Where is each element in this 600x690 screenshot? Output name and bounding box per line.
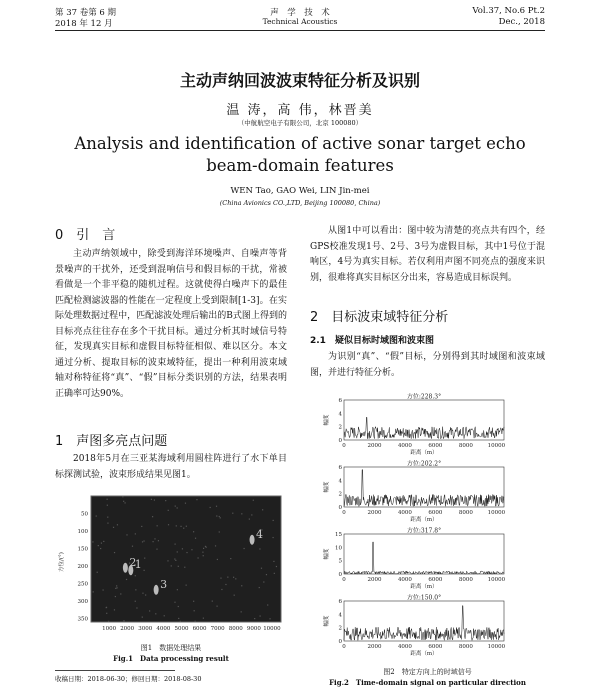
fig1-noise-speck bbox=[177, 507, 178, 508]
affiliation-cn: （中航航空电子有限公司，北京 100080） bbox=[237, 119, 363, 127]
fig1-ylabel: 方位/(°) bbox=[59, 552, 65, 572]
fig2-xtick: 6000 bbox=[428, 443, 443, 449]
fig2-xtick: 2000 bbox=[367, 644, 382, 650]
fig1-noise-speck bbox=[186, 552, 187, 553]
figure-1 bbox=[55, 490, 287, 640]
fig2-ytick: 4 bbox=[338, 612, 342, 619]
fig1-noise-speck bbox=[272, 537, 273, 538]
fig1-caption-en: Fig.1 Data processing result bbox=[113, 654, 229, 663]
fig2-ytick: 15 bbox=[335, 532, 342, 538]
fig1-noise-speck bbox=[196, 499, 197, 500]
fig1-noise-speck bbox=[96, 515, 97, 516]
fig2-xtick: 2000 bbox=[367, 443, 382, 449]
fig1-xtick: 3000 bbox=[138, 626, 153, 632]
fig1-ytick: 250 bbox=[77, 581, 88, 588]
fig1-noise-speck bbox=[151, 499, 152, 500]
fig2-ytick: 2 bbox=[338, 424, 342, 431]
fig1-caption-cn: 图1 数据处理结果 bbox=[140, 644, 202, 652]
fig2-xtick: 4000 bbox=[397, 443, 412, 449]
fig1-noise-speck bbox=[178, 566, 179, 567]
title-en-line2: beam-domain features bbox=[206, 156, 394, 175]
fig1-noise-speck bbox=[243, 548, 244, 549]
fig1-noise-speck bbox=[193, 531, 194, 532]
fig2-xtick: 8000 bbox=[458, 644, 473, 650]
fig1-noise-speck bbox=[135, 589, 136, 590]
fig1-noise-speck bbox=[122, 496, 123, 497]
fig1-noise-speck bbox=[215, 545, 216, 546]
fig1-xtick: 2000 bbox=[120, 626, 135, 632]
header-issue: Vol.37, No.6 Pt.2 bbox=[472, 6, 545, 16]
fig1-noise-speck bbox=[221, 589, 222, 590]
fig2-panel bbox=[322, 393, 506, 457]
fig2-panel-title: 方位:317.8° bbox=[406, 527, 442, 535]
fig1-noise-speck bbox=[251, 514, 252, 515]
fig1-noise-speck bbox=[193, 601, 194, 602]
fig1-xtick: 4000 bbox=[156, 626, 171, 632]
fig1-noise-speck bbox=[267, 604, 268, 605]
fig1-noise-speck bbox=[116, 585, 117, 586]
fig1-point-label: 3 bbox=[160, 577, 168, 591]
fig1-ytick: 100 bbox=[77, 529, 88, 535]
fig1-noise-speck bbox=[195, 538, 196, 539]
section-2-1-paragraph: 为识别“真”、“假”目标，分别得到其时域图和波束域图，并进行特征分析。 bbox=[310, 352, 545, 378]
fig1-noise-speck bbox=[216, 506, 217, 507]
fig1-noise-speck bbox=[241, 585, 242, 586]
fig1-noise-speck bbox=[132, 546, 133, 547]
fig1-bright-point bbox=[154, 585, 159, 595]
fig1-noise-speck bbox=[107, 505, 108, 506]
fig1-noise-speck bbox=[136, 607, 137, 608]
fig1-noise-speck bbox=[177, 589, 178, 590]
fig2-xtick: 10000 bbox=[487, 443, 506, 449]
footnote-rule bbox=[55, 670, 175, 671]
fig2-xtick: 6000 bbox=[428, 644, 443, 650]
fig1-noise-speck bbox=[180, 526, 181, 527]
fig1-ytick: 50 bbox=[81, 511, 88, 518]
fig2-ytick: 4 bbox=[338, 478, 342, 485]
fig2-xlabel: 距离（m） bbox=[410, 450, 438, 456]
fig2-xtick: 4000 bbox=[397, 644, 412, 650]
fig1-xtick: 1000 bbox=[102, 626, 117, 632]
fig1-xtick: 9000 bbox=[246, 626, 261, 632]
fig1-noise-speck bbox=[176, 525, 177, 526]
fig1-noise-speck bbox=[230, 558, 231, 559]
fig2-ytick: 4 bbox=[338, 411, 342, 418]
fig1-noise-speck bbox=[171, 565, 172, 566]
fig1-bright-point bbox=[250, 535, 255, 545]
fig1-noise-speck bbox=[227, 577, 228, 578]
header-rule bbox=[55, 30, 545, 31]
fig2-ytick: 0 bbox=[338, 639, 342, 645]
fig2-xlabel: 距离（m） bbox=[410, 584, 438, 590]
fig1-noise-speck bbox=[186, 585, 187, 586]
fig1-noise-speck bbox=[113, 527, 114, 528]
fig1-noise-speck bbox=[259, 548, 260, 549]
fig1-noise-speck bbox=[195, 621, 196, 622]
fig1-noise-speck bbox=[92, 541, 93, 542]
fig1-noise-speck bbox=[184, 567, 185, 568]
fig1-noise-speck bbox=[203, 548, 204, 549]
fig1-noise-speck bbox=[115, 596, 116, 597]
fig1-noise-speck bbox=[180, 621, 181, 622]
fig1-plot-area bbox=[91, 496, 281, 622]
fig2-xtick: 0 bbox=[342, 443, 346, 449]
figure-2 bbox=[318, 392, 518, 672]
fig1-point-label: 1 bbox=[134, 558, 142, 572]
fig1-noise-speck bbox=[107, 523, 108, 524]
header-month: Dec., 2018 bbox=[498, 17, 545, 27]
fig2-panel-title: 方位:228.3° bbox=[406, 393, 442, 401]
section-1-paragraph: 2018年5月在三亚某海域利用圆柱阵进行了水下单目标探测试验，波束形成结果见图1。 bbox=[55, 454, 287, 480]
fig1-noise-speck bbox=[216, 515, 217, 516]
fig1-noise-speck bbox=[219, 516, 220, 517]
fig2-caption-cn: 图2 特定方向上的时域信号 bbox=[383, 668, 472, 676]
fig2-panel-title: 方位:202.2° bbox=[406, 460, 442, 468]
fig2-ylabel: 幅度 bbox=[324, 414, 330, 426]
fig1-noise-speck bbox=[203, 618, 204, 619]
fig2-ylabel: 幅度 bbox=[324, 548, 330, 560]
fig2-xtick: 10000 bbox=[487, 577, 506, 583]
fig1-noise-speck bbox=[152, 516, 153, 517]
fig1-noise-speck bbox=[144, 558, 145, 559]
fig2-ytick: 2 bbox=[338, 491, 342, 498]
authors-en: WEN Tao, GAO Wei, LIN Jin-mei bbox=[230, 186, 370, 196]
fig1-noise-speck bbox=[191, 549, 192, 550]
fig2-xlabel: 距离（m） bbox=[410, 651, 438, 657]
fig1-noise-speck bbox=[183, 528, 184, 529]
fig1-noise-speck bbox=[266, 574, 267, 575]
fig1-noise-speck bbox=[100, 548, 101, 549]
fig1-noise-speck bbox=[249, 518, 250, 519]
fig2-panel-frame bbox=[344, 534, 504, 574]
fig2-xtick: 8000 bbox=[458, 443, 473, 449]
fig2-signal-line bbox=[344, 417, 504, 438]
fig1-noise-speck bbox=[210, 507, 211, 508]
fig1-noise-speck bbox=[152, 541, 153, 542]
fig1-noise-speck bbox=[103, 541, 104, 542]
fig1-noise-speck bbox=[175, 506, 176, 507]
fig1-noise-speck bbox=[101, 542, 102, 543]
fig2-panel-title: 方位:150.0° bbox=[406, 594, 442, 602]
fig1-noise-speck bbox=[142, 541, 143, 542]
fig2-ytick: 0 bbox=[338, 572, 342, 578]
fig2-signal-line bbox=[344, 470, 504, 507]
fig1-xtick: 8000 bbox=[228, 626, 243, 632]
fig1-xtick: 10000 bbox=[263, 626, 281, 632]
fig1-xtick: 6000 bbox=[192, 626, 207, 632]
fig2-xtick: 0 bbox=[342, 510, 346, 516]
fig1-noise-speck bbox=[216, 606, 217, 607]
fig1-noise-speck bbox=[157, 525, 158, 526]
fig1-xtick: 7000 bbox=[210, 626, 225, 632]
authors-cn: 温 涛，高 伟，林晋美 bbox=[226, 103, 374, 118]
fig1-noise-speck bbox=[234, 595, 235, 596]
fig1-xtick: 5000 bbox=[174, 626, 189, 632]
fig1-noise-speck bbox=[164, 615, 165, 616]
footnote: 收稿日期：2018-06-30；修回日期：2018-08-30 bbox=[55, 675, 202, 683]
fig1-noise-speck bbox=[142, 617, 143, 618]
fig1-noise-speck bbox=[186, 526, 187, 527]
fig1-noise-speck bbox=[165, 500, 166, 501]
fig2-panel bbox=[322, 527, 506, 591]
fig1-noise-speck bbox=[194, 610, 195, 611]
fig1-ytick: 350 bbox=[77, 616, 88, 623]
fig1-noise-speck bbox=[259, 587, 260, 588]
header-date: 2018 年 12 月 bbox=[55, 19, 113, 29]
fig2-xtick: 6000 bbox=[428, 577, 443, 583]
fig1-noise-speck bbox=[269, 618, 270, 619]
fig1-bright-point bbox=[123, 563, 128, 573]
fig1-noise-speck bbox=[178, 606, 179, 607]
fig1-noise-speck bbox=[141, 526, 142, 527]
fig1-noise-speck bbox=[120, 593, 121, 594]
section-2-1-heading: 2.1 疑似目标时域图和波束图 bbox=[310, 336, 434, 346]
fig2-ytick: 0 bbox=[338, 505, 342, 511]
fig1-noise-speck bbox=[106, 613, 107, 614]
fig1-noise-speck bbox=[241, 513, 242, 514]
fig2-xtick: 6000 bbox=[428, 510, 443, 516]
fig1-noise-speck bbox=[124, 502, 125, 503]
fig1-noise-speck bbox=[220, 578, 221, 579]
fig1-noise-speck bbox=[273, 561, 274, 562]
right-intro-paragraph: 从图1中可以看出：图中较为清楚的亮点共有四个，经GPS校准发现1号、2号、3号为虚假目标，其中1号位于混响区，4号为真实目标。若仅利用声图不同亮点的强度来识别，很难将真实目标区分出来，容易造成目标误判。 bbox=[310, 226, 545, 283]
fig1-noise-speck bbox=[202, 552, 203, 553]
fig1-point-label: 4 bbox=[256, 527, 264, 541]
fig2-ytick: 10 bbox=[335, 545, 342, 552]
fig1-point-label: 2 bbox=[129, 555, 137, 569]
fig1-noise-speck bbox=[123, 501, 124, 502]
fig2-ytick: 6 bbox=[338, 465, 342, 471]
fig1-noise-speck bbox=[123, 620, 124, 621]
fig1-noise-speck bbox=[185, 503, 186, 504]
title-en bbox=[0, 133, 600, 177]
fig2-caption-en: Fig.2 Time-domain signal on particular direction bbox=[329, 678, 526, 687]
fig2-panel bbox=[322, 594, 506, 658]
fig1-noise-speck bbox=[220, 517, 221, 518]
fig1-noise-speck bbox=[233, 577, 234, 578]
fig1-noise-speck bbox=[274, 573, 275, 574]
fig1-noise-speck bbox=[142, 593, 143, 594]
fig2-signal-line bbox=[344, 542, 504, 574]
fig1-noise-speck bbox=[116, 587, 117, 588]
fig1-noise-speck bbox=[114, 609, 115, 610]
fig2-panel bbox=[322, 460, 506, 524]
fig1-noise-speck bbox=[135, 575, 136, 576]
fig2-xtick: 8000 bbox=[458, 510, 473, 516]
fig2-ytick: 6 bbox=[338, 398, 342, 404]
fig1-noise-speck bbox=[175, 560, 176, 561]
affiliation-en: (China Avionics CO.,LTD, Beijing 100080, China) bbox=[219, 199, 381, 207]
fig2-ytick: 2 bbox=[338, 625, 342, 632]
fig1-noise-speck bbox=[108, 621, 109, 622]
fig1-noise-speck bbox=[225, 584, 226, 585]
fig2-xtick: 2000 bbox=[367, 577, 382, 583]
fig2-ytick: 5 bbox=[338, 558, 342, 565]
fig1-noise-speck bbox=[117, 524, 118, 525]
fig1-noise-speck bbox=[168, 524, 169, 525]
fig2-xtick: 2000 bbox=[367, 510, 382, 516]
fig2-xtick: 0 bbox=[342, 577, 346, 583]
fig1-noise-speck bbox=[103, 589, 104, 590]
fig2-xtick: 0 bbox=[342, 644, 346, 650]
fig1-noise-speck bbox=[93, 591, 94, 592]
fig1-noise-speck bbox=[115, 588, 116, 589]
fig1-noise-speck bbox=[154, 499, 155, 500]
fig1-noise-speck bbox=[212, 601, 213, 602]
fig1-noise-speck bbox=[177, 551, 178, 552]
fig1-noise-speck bbox=[219, 531, 220, 532]
fig2-ytick: 0 bbox=[338, 438, 342, 444]
fig1-noise-speck bbox=[253, 500, 254, 501]
fig1-noise-speck bbox=[175, 544, 176, 545]
fig1-noise-speck bbox=[154, 538, 155, 539]
fig1-ytick: 200 bbox=[77, 564, 88, 570]
section-0-paragraph: 主动声纳领域中，除受到海洋环境噪声、自噪声等背景噪声的干扰外，还受到混响信号和假目标的干扰，常被看做是一个非平稳的随机过程。这就使得白噪声下的最佳匹配检测滤波器的性能在一定程度上受到限制[1-3]。在实际处理数据过程中，匹配滤波处理后输出的B式图上得到的目标亮点往往存在多个干扰目标。通过分析其时域信号特征，发现真实目标和虚假目标特征相似、难以区分。本文通过分析、提取目标的波束域特征，提出一种利用波束域轴对称特征将“真”、“假”目标分类识别的方法，结果表明正确率可达90%。 bbox=[55, 249, 287, 399]
header-volume: 第 37 卷第 6 期 bbox=[55, 8, 117, 18]
fig1-noise-speck bbox=[182, 548, 183, 549]
fig1-noise-speck bbox=[135, 601, 136, 602]
section-2-heading: 2 目标波束域特征分析 bbox=[310, 310, 449, 325]
fig2-xtick: 4000 bbox=[397, 577, 412, 583]
fig1-noise-speck bbox=[203, 555, 204, 556]
fig1-noise-speck bbox=[145, 594, 146, 595]
fig1-noise-speck bbox=[149, 610, 150, 611]
fig1-noise-speck bbox=[254, 618, 255, 619]
fig1-ytick: 300 bbox=[77, 599, 88, 605]
section-0-heading: 0 引 言 bbox=[55, 228, 116, 243]
fig1-noise-speck bbox=[107, 499, 108, 500]
fig1-noise-speck bbox=[155, 613, 156, 614]
header-journal-en: Technical Acoustics bbox=[262, 17, 338, 26]
fig1-ytick: 150 bbox=[77, 546, 88, 553]
fig1-noise-speck bbox=[98, 545, 99, 546]
fig1-noise-speck bbox=[197, 557, 198, 558]
fig2-xlabel: 距离（m） bbox=[410, 517, 438, 523]
fig1-noise-speck bbox=[241, 611, 242, 612]
fig1-noise-speck bbox=[174, 558, 175, 559]
header-journal-cn: 声 学 技 术 bbox=[270, 8, 330, 18]
fig1-noise-speck bbox=[260, 615, 261, 616]
fig2-signal-line bbox=[344, 606, 504, 641]
fig1-noise-speck bbox=[107, 517, 108, 518]
fig1-noise-speck bbox=[273, 520, 274, 521]
fig2-xtick: 10000 bbox=[487, 510, 506, 516]
page-title: 主动声纳回波波束特征分析及识别 bbox=[179, 71, 420, 90]
section-1-heading: 1 声图多亮点问题 bbox=[55, 434, 168, 449]
fig2-ylabel: 幅度 bbox=[324, 481, 330, 493]
fig2-xtick: 4000 bbox=[397, 510, 412, 516]
fig2-xtick: 10000 bbox=[487, 644, 506, 650]
fig1-noise-speck bbox=[261, 568, 262, 569]
fig2-ytick: 6 bbox=[338, 599, 342, 605]
fig1-noise-speck bbox=[205, 546, 206, 547]
fig1-noise-speck bbox=[158, 540, 159, 541]
fig1-noise-speck bbox=[106, 607, 107, 608]
fig1-noise-speck bbox=[232, 513, 233, 514]
fig1-noise-speck bbox=[135, 533, 136, 534]
fig1-noise-speck bbox=[174, 602, 175, 603]
fig1-noise-speck bbox=[276, 566, 277, 567]
fig2-xtick: 8000 bbox=[458, 577, 473, 583]
fig1-noise-speck bbox=[235, 578, 236, 579]
fig1-noise-speck bbox=[144, 570, 145, 571]
fig1-noise-speck bbox=[217, 559, 218, 560]
fig1-noise-speck bbox=[143, 540, 144, 541]
fig1-noise-speck bbox=[114, 552, 115, 553]
fig1-noise-speck bbox=[262, 509, 263, 510]
fig1-noise-speck bbox=[168, 510, 169, 511]
fig1-noise-speck bbox=[126, 579, 127, 580]
fig1-noise-speck bbox=[178, 618, 179, 619]
title-en-line1: Analysis and identification of active sonar target echo bbox=[74, 134, 526, 153]
fig1-noise-speck bbox=[263, 581, 264, 582]
fig2-ylabel: 幅度 bbox=[324, 615, 330, 627]
fig1-noise-speck bbox=[126, 534, 127, 535]
fig1-noise-speck bbox=[97, 572, 98, 573]
fig1-noise-speck bbox=[167, 560, 168, 561]
fig1-noise-speck bbox=[156, 549, 157, 550]
